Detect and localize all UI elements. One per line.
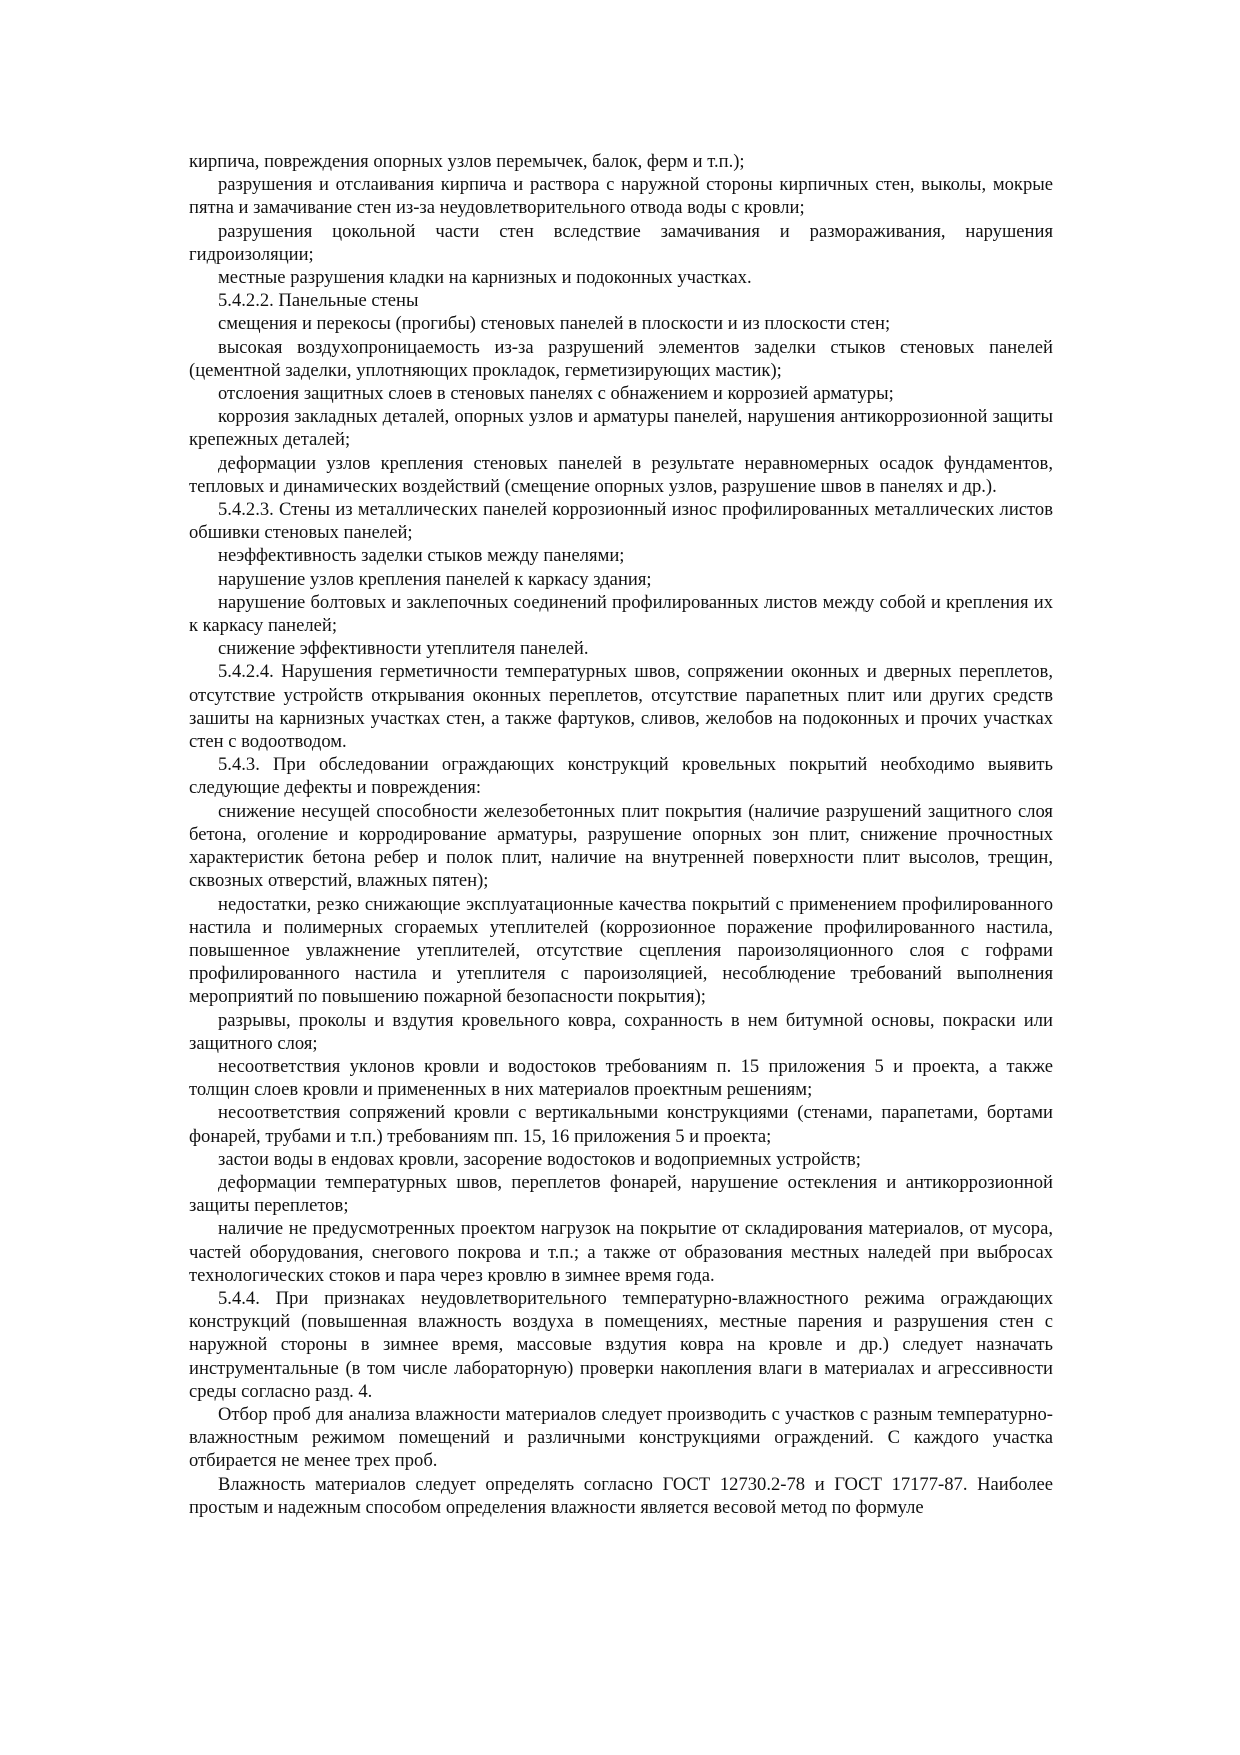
paragraph: снижение несущей способности железобетонных плит покрытия (наличие разрушений защитного слоя бетона, оголение и корродирование арматуры, разрушение опорных зон плит, снижение прочностных характеристик бетона ребер и полок плит, наличие на внутренней поверхности плит высолов, трещин, сквозных отверстий, влажных пятен); (189, 800, 1053, 892)
section-5-4-4: 5.4.4. При признаках неудовлетворительного температурно-влажностного режима ограждающих конструкций (повышенная влажность воздуха в помещениях, местные парения и разрушения стен с наружной стороны в зимнее время, массовые вздутия ковра на кровле и др.) следует назначать инструментальные (в том числе лабораторную) проверки накопления влаги в материалах и агрессивности среды согласно разд. 4. (189, 1287, 1053, 1402)
paragraph: разрушения и отслаивания кирпича и раствора с наружной стороны кирпичных стен, выколы, мокрые пятна и замачивание стен из-за неудовлетворительного отвода воды с кровли; (189, 174, 1053, 219)
paragraph: Влажность материалов следует определять согласно ГОСТ 12730.2-78 и ГОСТ 17177-87. Наиболее простым и надежным способом определения влажности является весовой метод по формуле (189, 1473, 1053, 1518)
paragraph: разрывы, проколы и вздутия кровельного ковра, сохранность в нем битумной основы, покраски или защитного слоя; (189, 1009, 1053, 1054)
paragraph: недостатки, резко снижающие эксплуатационные качества покрытий с применением профилированного настила и полимерных сгораемых утеплителей (коррозионное поражение профилированного настила, повышенное увлажнение утеплителей, отсутствие сцепления пароизоляционного слоя с гофрами профилированного настила и утеплителя с пароизоляцией, несоблюдение требований выполнения мероприятий по повышению пожарной безопасности покрытия); (189, 893, 1053, 1008)
paragraph: несоответствия сопряжений кровли с вертикальными конструкциями (стенами, парапетами, бортами фонарей, трубами и т.п.) требованиям пп. 15, 16 приложения 5 и проекта; (189, 1102, 1053, 1147)
paragraph: несоответствия уклонов кровли и водостоков требованиям п. 15 приложения 5 и проекта, а также толщин слоев кровли и примененных в них материалов проектным решениям; (189, 1055, 1053, 1101)
paragraph: местные разрушения кладки на карнизных и подоконных участках. (218, 267, 752, 289)
paragraph: нарушение болтовых и заклепочных соединений профилированных листов между собой и крепления их к каркасу панелей; (189, 591, 1053, 637)
paragraph: разрушения цокольной части стен вследствие замачивания и размораживания, нарушения гидроизоляции; (189, 220, 1053, 265)
paragraph: снижение эффективности утеплителя панелей. (218, 638, 589, 660)
paragraph: смещения и перекосы (прогибы) стеновых панелей в плоскости и из плоскости стен; (218, 313, 891, 335)
paragraph: Отбор проб для анализа влажности материалов следует производить с участков с разным температурно-влажностным режимом помещений и различными конструкциями ограждений. С каждого участка отбирается не менее трех проб. (189, 1403, 1053, 1472)
paragraph: нарушение узлов крепления панелей к каркасу здания; (218, 568, 652, 590)
section-5-4-2-3: 5.4.2.3. Стены из металлических панелей коррозионный износ профилированных металлических листов обшивки стеновых панелей; (189, 499, 1053, 544)
paragraph: отслоения защитных слоев в стеновых панелях с обнажением и коррозией арматуры; (218, 383, 894, 405)
paragraph: деформации температурных швов, переплетов фонарей, нарушение остекления и антикоррозионной защиты переплетов; (189, 1171, 1053, 1217)
section-heading-5-4-2-2: 5.4.2.2. Панельные стены (218, 290, 419, 312)
paragraph: высокая воздухопроницаемость из-за разрушений элементов заделки стыков стеновых панелей (цементной заделки, уплотняющих прокладок, герметизирующих мастик); (189, 336, 1053, 381)
paragraph: неэффективность заделки стыков между панелями; (218, 545, 625, 567)
paragraph: деформации узлов крепления стеновых панелей в результате неравномерных осадок фундаментов, тепловых и динамических воздействий (смещение опорных узлов, разрушение швов в панелях и др.). (189, 452, 1053, 497)
section-5-4-2-4: 5.4.2.4. Нарушения герметичности температурных швов, сопряжении оконных и дверных переплетов, отсутствие устройств открывания оконных переплетов, отсутствие парапетных плит или других средств зашиты на карнизных участках стен, а также фартуков, сливов, желобов на подоконных и прочих участках стен с водоотводом. (189, 661, 1053, 753)
paragraph: наличие не предусмотренных проектом нагрузок на покрытие от складирования материалов, от мусора, частей оборудования, снегового покрова и т.п.; а также от образования местных наледей при выбросах технологических стоков и пара через кровлю в зимнее время года. (189, 1218, 1053, 1286)
paragraph: застои воды в ендовах кровли, засорение водостоков и водоприемных устройств; (218, 1148, 861, 1170)
paragraph: коррозия закладных деталей, опорных узлов и арматуры панелей, нарушения антикоррозионной защиты крепежных деталей; (189, 406, 1053, 451)
document-page (189, 150, 1053, 1519)
section-5-4-3: 5.4.3. При обследовании ограждающих конструкций кровельных покрытий необходимо выявить следующие дефекты и повреждения: (189, 754, 1053, 799)
paragraph-continuation: кирпича, повреждения опорных узлов перемычек, балок, ферм и т.п.); (189, 151, 745, 172)
